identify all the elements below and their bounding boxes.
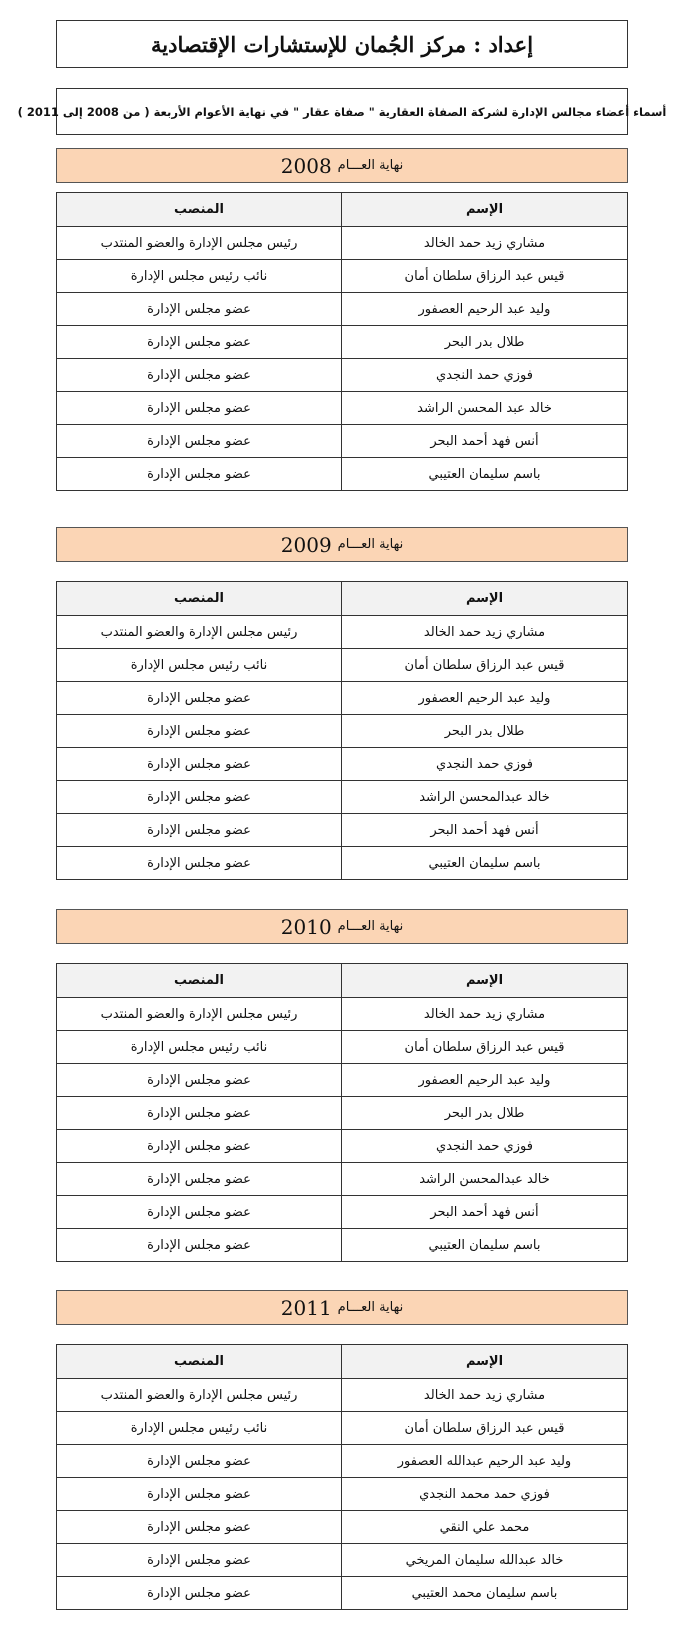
column-header-position: المنصب bbox=[57, 1345, 342, 1379]
table-row bbox=[57, 326, 628, 359]
member-name: خالد عبدالله سليمان المريخي bbox=[342, 1544, 628, 1577]
year-label: نهاية العـــام bbox=[337, 537, 404, 552]
member-position: عضو مجلس الإدارة bbox=[57, 1130, 342, 1163]
table-row bbox=[57, 458, 628, 491]
table-row bbox=[57, 1445, 628, 1478]
member-name: مشاري زيد حمد الخالد bbox=[342, 1379, 628, 1412]
table-row bbox=[57, 748, 628, 781]
member-position: عضو مجلس الإدارة bbox=[57, 392, 342, 425]
table-row bbox=[57, 1163, 628, 1196]
board-table-2009 bbox=[56, 581, 628, 880]
year-value: 2009 bbox=[280, 532, 332, 557]
column-header-name: الإسم bbox=[342, 964, 628, 998]
table-row bbox=[57, 260, 628, 293]
member-position: عضو مجلس الإدارة bbox=[57, 1163, 342, 1196]
year-header-2009 bbox=[56, 527, 628, 562]
table-row bbox=[57, 1478, 628, 1511]
member-position: عضو مجلس الإدارة bbox=[57, 326, 342, 359]
table-row bbox=[57, 293, 628, 326]
member-name: أنس فهد أحمد البحر bbox=[342, 425, 628, 458]
table-row bbox=[57, 227, 628, 260]
member-name: باسم سليمان العتيبي bbox=[342, 847, 628, 880]
member-position: عضو مجلس الإدارة bbox=[57, 715, 342, 748]
member-name: وليد عبد الرحيم العصفور bbox=[342, 293, 628, 326]
table-row bbox=[57, 649, 628, 682]
member-position: عضو مجلس الإدارة bbox=[57, 458, 342, 491]
year-header-2011 bbox=[56, 1290, 628, 1325]
table-row bbox=[57, 847, 628, 880]
column-header-name: الإسم bbox=[342, 582, 628, 616]
table-row bbox=[57, 1577, 628, 1610]
table-row bbox=[57, 1544, 628, 1577]
member-position: رئيس مجلس الإدارة والعضو المنتدب bbox=[57, 616, 342, 649]
document-subtitle: أسماء أعضاء مجالس الإدارة لشركة الصفاة العقارية " صفاة عقار " في نهاية الأعوام الأربعة ( من 2008 إلى 2011 ) bbox=[56, 88, 628, 135]
member-position: عضو مجلس الإدارة bbox=[57, 293, 342, 326]
member-name: محمد علي النقي bbox=[342, 1511, 628, 1544]
member-position: نائب رئيس مجلس الإدارة bbox=[57, 260, 342, 293]
table-row bbox=[57, 814, 628, 847]
member-name: أنس فهد أحمد البحر bbox=[342, 814, 628, 847]
board-table-2010 bbox=[56, 963, 628, 1262]
table-row bbox=[57, 392, 628, 425]
member-name: أنس فهد أحمد البحر bbox=[342, 1196, 628, 1229]
member-position: عضو مجلس الإدارة bbox=[57, 814, 342, 847]
member-name: خالد عبد المحسن الراشد bbox=[342, 392, 628, 425]
member-name: باسم سليمان العتيبي bbox=[342, 458, 628, 491]
member-position: عضو مجلس الإدارة bbox=[57, 1511, 342, 1544]
member-position: عضو مجلس الإدارة bbox=[57, 359, 342, 392]
member-position: عضو مجلس الإدارة bbox=[57, 781, 342, 814]
member-position: عضو مجلس الإدارة bbox=[57, 425, 342, 458]
member-name: باسم سليمان العتيبي bbox=[342, 1229, 628, 1262]
table-row bbox=[57, 781, 628, 814]
member-position: عضو مجلس الإدارة bbox=[57, 1577, 342, 1610]
member-name: قيس عبد الرزاق سلطان أمان bbox=[342, 649, 628, 682]
year-value: 2011 bbox=[280, 1295, 332, 1320]
table-row bbox=[57, 1229, 628, 1262]
member-name: قيس عبد الرزاق سلطان أمان bbox=[342, 1031, 628, 1064]
member-name: خالد عبدالمحسن الراشد bbox=[342, 781, 628, 814]
column-header-position: المنصب bbox=[57, 964, 342, 998]
member-position: عضو مجلس الإدارة bbox=[57, 1445, 342, 1478]
member-name: فوزي حمد النجدي bbox=[342, 1130, 628, 1163]
member-name: مشاري زيد حمد الخالد bbox=[342, 227, 628, 260]
table-header-row bbox=[57, 1345, 628, 1379]
column-header-name: الإسم bbox=[342, 193, 628, 227]
table-row bbox=[57, 715, 628, 748]
year-header-2010 bbox=[56, 909, 628, 944]
table-row bbox=[57, 998, 628, 1031]
table-row bbox=[57, 359, 628, 392]
table-row bbox=[57, 1196, 628, 1229]
member-position: عضو مجلس الإدارة bbox=[57, 847, 342, 880]
member-name: خالد عبدالمحسن الراشد bbox=[342, 1163, 628, 1196]
member-position: نائب رئيس مجلس الإدارة bbox=[57, 649, 342, 682]
year-label: نهاية العـــام bbox=[337, 919, 404, 934]
member-position: عضو مجلس الإدارة bbox=[57, 1196, 342, 1229]
table-row bbox=[57, 682, 628, 715]
member-position: رئيس مجلس الإدارة والعضو المنتدب bbox=[57, 227, 342, 260]
table-row bbox=[57, 425, 628, 458]
member-name: مشاري زيد حمد الخالد bbox=[342, 616, 628, 649]
document-title: إعداد : مركز الجُمان للإستشارات الإقتصادية bbox=[56, 20, 628, 68]
member-name: قيس عبد الرزاق سلطان أمان bbox=[342, 260, 628, 293]
year-label: نهاية العـــام bbox=[337, 1300, 404, 1315]
member-name: فوزي حمد النجدي bbox=[342, 359, 628, 392]
member-position: رئيس مجلس الإدارة والعضو المنتدب bbox=[57, 1379, 342, 1412]
table-header-row bbox=[57, 193, 628, 227]
column-header-position: المنصب bbox=[57, 582, 342, 616]
table-row bbox=[57, 1379, 628, 1412]
table-row bbox=[57, 1412, 628, 1445]
member-name: طلال بدر البحر bbox=[342, 1097, 628, 1130]
member-name: وليد عبد الرحيم العصفور bbox=[342, 682, 628, 715]
table-row bbox=[57, 1130, 628, 1163]
table-header-row bbox=[57, 964, 628, 998]
column-header-position: المنصب bbox=[57, 193, 342, 227]
member-name: قيس عبد الرزاق سلطان أمان bbox=[342, 1412, 628, 1445]
member-name: طلال بدر البحر bbox=[342, 715, 628, 748]
member-position: رئيس مجلس الإدارة والعضو المنتدب bbox=[57, 998, 342, 1031]
board-table-2011 bbox=[56, 1344, 628, 1610]
member-position: عضو مجلس الإدارة bbox=[57, 1478, 342, 1511]
member-position: نائب رئيس مجلس الإدارة bbox=[57, 1412, 342, 1445]
member-position: عضو مجلس الإدارة bbox=[57, 1064, 342, 1097]
year-header-2008 bbox=[56, 148, 628, 183]
member-position: نائب رئيس مجلس الإدارة bbox=[57, 1031, 342, 1064]
table-row bbox=[57, 1064, 628, 1097]
table-header-row bbox=[57, 582, 628, 616]
member-position: عضو مجلس الإدارة bbox=[57, 1544, 342, 1577]
board-table-2008 bbox=[56, 192, 628, 491]
member-position: عضو مجلس الإدارة bbox=[57, 1229, 342, 1262]
table-row bbox=[57, 616, 628, 649]
table-row bbox=[57, 1511, 628, 1544]
member-name: مشاري زيد حمد الخالد bbox=[342, 998, 628, 1031]
table-row bbox=[57, 1097, 628, 1130]
member-name: فوزي حمد محمد النجدي bbox=[342, 1478, 628, 1511]
member-position: عضو مجلس الإدارة bbox=[57, 682, 342, 715]
member-name: وليد عبد الرحيم العصفور bbox=[342, 1064, 628, 1097]
year-label: نهاية العـــام bbox=[337, 158, 404, 173]
member-name: وليد عبد الرحيم عبدالله العصفور bbox=[342, 1445, 628, 1478]
year-value: 2008 bbox=[280, 153, 332, 178]
member-name: طلال بدر البحر bbox=[342, 326, 628, 359]
member-name: باسم سليمان محمد العتيبي bbox=[342, 1577, 628, 1610]
member-position: عضو مجلس الإدارة bbox=[57, 748, 342, 781]
table-row bbox=[57, 1031, 628, 1064]
year-value: 2010 bbox=[280, 914, 332, 939]
column-header-name: الإسم bbox=[342, 1345, 628, 1379]
member-position: عضو مجلس الإدارة bbox=[57, 1097, 342, 1130]
member-name: فوزي حمد النجدي bbox=[342, 748, 628, 781]
